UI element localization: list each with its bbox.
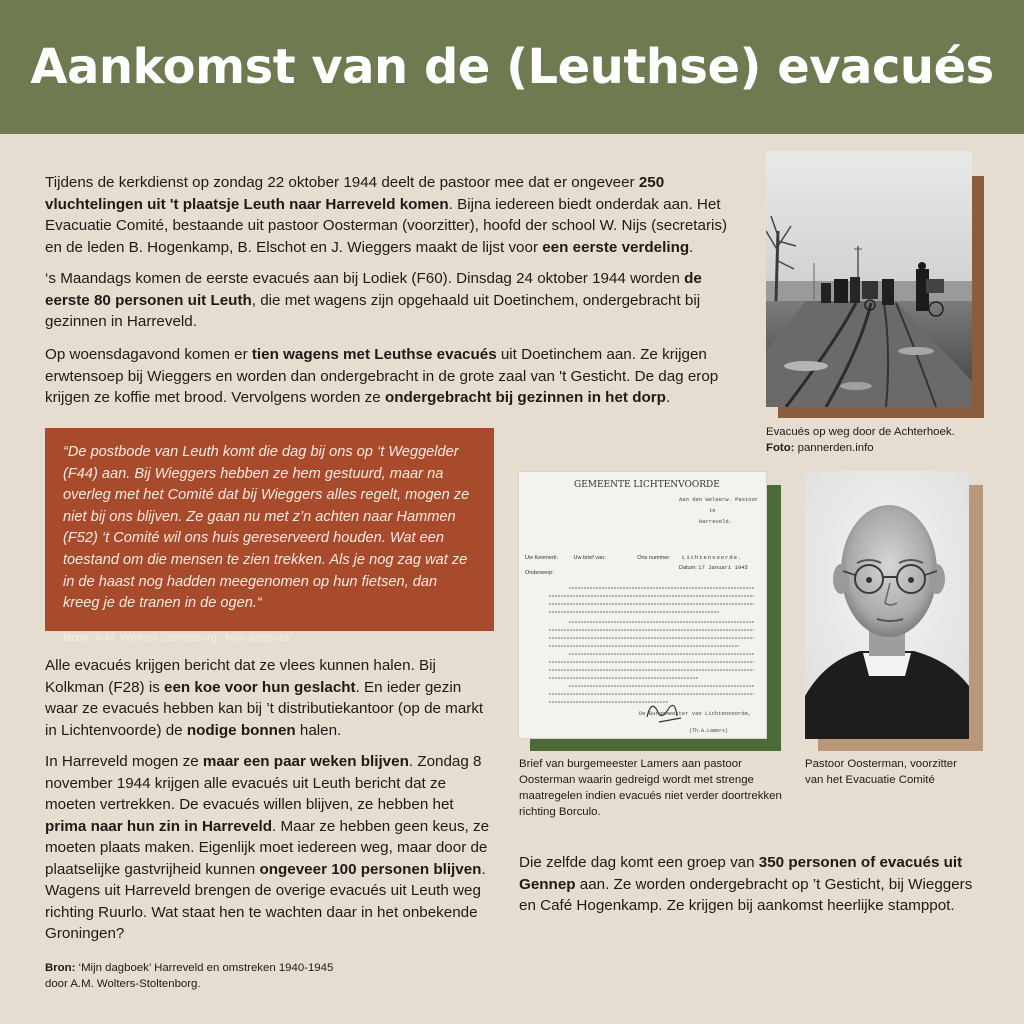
photo-evacuees-road bbox=[766, 151, 972, 407]
paragraph-gennep: Die zelfde dag komt een groep van 350 personen of evacués uit Gennep aan. Ze worden ondergebracht op ’t Gesticht, bij Wieggers en Café Hogenkamp. Ze krijgen bij aankomst heerlijke stamppot. bbox=[519, 854, 973, 914]
letter-signoff: De Burgemeester van Lichtenvoorde, bbox=[639, 710, 752, 717]
footer-source: Bron: ‘Mijn dagboek’ Harreveld en omstreken 1940-1945 door A.M. Wolters-Stoltenborg. bbox=[45, 962, 334, 990]
paragraph-arrival: ‘s Maandags komen de eerste evacués aan bij Lodiek (F60). Dinsdag 24 oktober 1944 worden de eerste 80 personen uit Leuth, die met wagens zijn opgehaald uit Doetinchem, ondergebracht bij gezinnen in Harreveld. bbox=[45, 270, 702, 330]
caption-photo-evacuees: Evacués op weg door de Achterhoek. Foto: pannerden.info bbox=[766, 426, 955, 454]
diary-quote-text: “De postbode van Leuth komt die dag bij ons op ‘t Weggelder (F44) aan. Bij Wieggers hebben ze hem gestuurd, maar na overleg met het Comité dat bij Wieggers alles regelt, mogen ze niet bij ons blijven. Ze gaan nu met z’n achten naar Hammen (F52) ‘t Comité wil ons huis gereserveerd houden. Wat een toestand om die mensen te zien trekken. Als je nog zag wat ze in de haast nog hadden meegenomen op hun fietsen, dan kreeg je de tranen in de ogen.“ bbox=[63, 444, 470, 612]
letter-subject: Onderwerp: bbox=[525, 570, 554, 576]
paragraph-departure: In Harreveld mogen ze maar een paar weken blijven. Zondag 8 november 1944 krijgen alle evacués uit Leuth bericht dat ze moeten vertrekken. De evacués willen blijven, ze hebben het prima naar hun zin in Harreveld. Maar ze hebben geen keus, ze moeten plaats maken. Eigenlijk moet iedereen weg, maar door de plaatselijke gastvrijheid kunnen ongeveer 100 personen blijven. Wagens uit Harreveld brengen de overige evacués uit Leuth weg richting Ruurlo. Wat staat hen te wachten daar in het onbekende Groningen? bbox=[45, 753, 490, 942]
letter-date: Datum: 17 Januari 1945 bbox=[679, 564, 748, 571]
diary-quote-box bbox=[45, 428, 494, 644]
caption-portrait: Pastoor Oosterman, voorzitter van het Evacuatie Comité bbox=[805, 758, 957, 786]
letter-fields: Uw Kenmerk: Uw brief van: Ons nummer: Lichtenvoorde. bbox=[525, 554, 743, 561]
letter-typed-lines bbox=[519, 472, 767, 739]
letter-heading: GEMEENTE LICHTENVOORDE bbox=[574, 480, 720, 490]
letter-document bbox=[518, 471, 767, 739]
diary-quote-source: Bron: A.M. Wolters Stoltenborg: ‘Mijn dagboek’ bbox=[63, 631, 294, 644]
portrait-pastor-oosterman bbox=[805, 471, 969, 739]
caption-letter: Brief van burgemeester Lamers aan pastoor Oosterman waarin gedreigd wordt met strenge maatregelen indien evacués niet verder doortrekken richting Borculo. bbox=[519, 758, 782, 818]
page-title: Aankomst van de (Leuthse) evacués bbox=[30, 39, 994, 95]
paragraph-meat: Alle evacués krijgen bericht dat ze vlees kunnen halen. Bij Kolkman (F28) is een koe voor hun geslacht. En ieder gezin waar ze evacués hebben kan bij ’t distributiekantoor (op de markt in Lichtenvoorde) de nodige bonnen halen. bbox=[45, 657, 484, 739]
header-banner bbox=[0, 0, 1024, 134]
letter-addressee: Aan den Weleerw. Pastoor te Harreveld. bbox=[679, 496, 759, 525]
paragraph-wagons: Op woensdagavond komen er tien wagens met Leuthse evacués uit Doetinchem aan. Ze krijgen erwtensoep bij Wieggers en worden dan ondergebracht in de grote zaal van 't Gesticht. De dag erop krijgen ze koffie met brood. Vervolgens worden ze ondergebracht bij gezinnen in het dorp. bbox=[45, 346, 719, 406]
letter-signature-name: (Th.A.Lamers) bbox=[689, 728, 729, 734]
paragraph-intro: Tijdens de kerkdienst op zondag 22 oktober 1944 deelt de pastoor mee dat er ongeveer 250 vluchtelingen uit 't plaatsje Leuth naar Harreveld komen. Bijna iedereen biedt onderdak aan. Het Evacuatie Comité, bestaande uit pastoor Oosterman (voorzitter), hoofd der school W. Nijs (secretaris) en de leden B. Hogenkamp, B. Elschot en J. Wieggers maakt de lijst voor een eerste verdeling. bbox=[45, 174, 728, 256]
